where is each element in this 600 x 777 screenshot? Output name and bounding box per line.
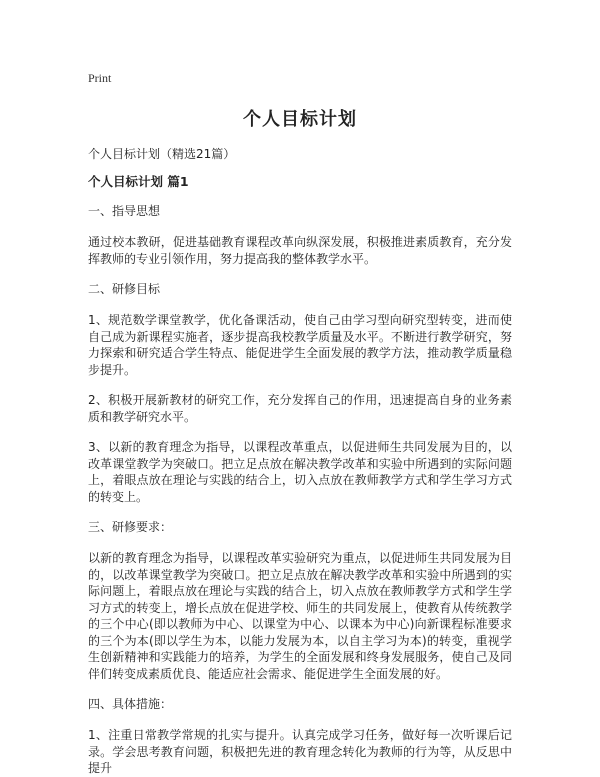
document-title: 个人目标计划 xyxy=(243,109,357,130)
paragraph-guiding-ideology: 通过校本教研，促进基础教育课程改革向纵深发展，积极推进素质教育，充分发挥教师的专业引领作用，努力提高我的整体教学水平。 xyxy=(88,235,512,266)
print-label: Print xyxy=(88,71,112,85)
paragraph-goal-2: 2、积极开展新教材的研究工作，充分发挥自己的作用，迅速提高自身的业务素质和教学研究水平。 xyxy=(88,393,512,424)
paragraph-measure-1: 1、注重日常教学常规的扎实与提升。认真完成学习任务，做好每一次听课后记录。学会思考教育问题，积极把先进的教育理念转化为教师的行为等，从反思中提升 xyxy=(88,728,512,775)
heading-specific-measures: 四、具体措施： xyxy=(88,697,173,711)
section-title: 个人目标计划 篇1 xyxy=(88,174,189,189)
document-subtitle: 个人目标计划（精选21篇） xyxy=(88,147,236,161)
heading-guiding-ideology: 一、指导思想 xyxy=(88,204,161,218)
paragraph-goal-1: 1、规范数学课堂教学，优化备课活动，使自己由学习型向研究型转变，进而使自己成为新课程实施者，逐步提高我校教学质量及水平。不断进行教学研究，努力探索和研究适合学生特点、能促进学生全面发展的教学方法，推动教学质量稳步提升。 xyxy=(88,313,512,377)
heading-study-requirements: 三、研修要求： xyxy=(88,520,173,534)
heading-study-goals: 二、研修目标 xyxy=(88,282,161,296)
paragraph-goal-3: 3、以新的教育理念为指导，以课程改革重点，以促进师生共同发展为目的，以改革课堂教学为突破口。把立足点放在解决教学改革和实验中所遇到的实际问题上，着眼点放在理论与实践的结合上，切入点放在教师教学方式和学生学习方式的转变上。 xyxy=(88,440,512,504)
paragraph-requirements: 以新的教育理念为指导，以课程改革实验研究为重点，以促进师生共同发展为目的，以改革课堂教学为突破口。把立足点放在解决教学改革和实验中所遇到的实际问题上，着眼点放在理论与实践的结合上，切入点放在教师教学方式和学生学习方式的转变上，增长点放在促进学校、师生的共同发展上，使教育从传统教学的三个中心(即以教师为中心、以课堂为中心、以课本为中心)向新课程标准要求的三个为本(即以学生为本，以能力发展为本，以自主学习为本)的转变，重视学生创新精神和实践能力的培养，为学生的全面发展和终身发展服务，使自己及同伴们转变成素质优良、能适应社会需求、能促进学生全面发展的好。 xyxy=(88,551,512,681)
